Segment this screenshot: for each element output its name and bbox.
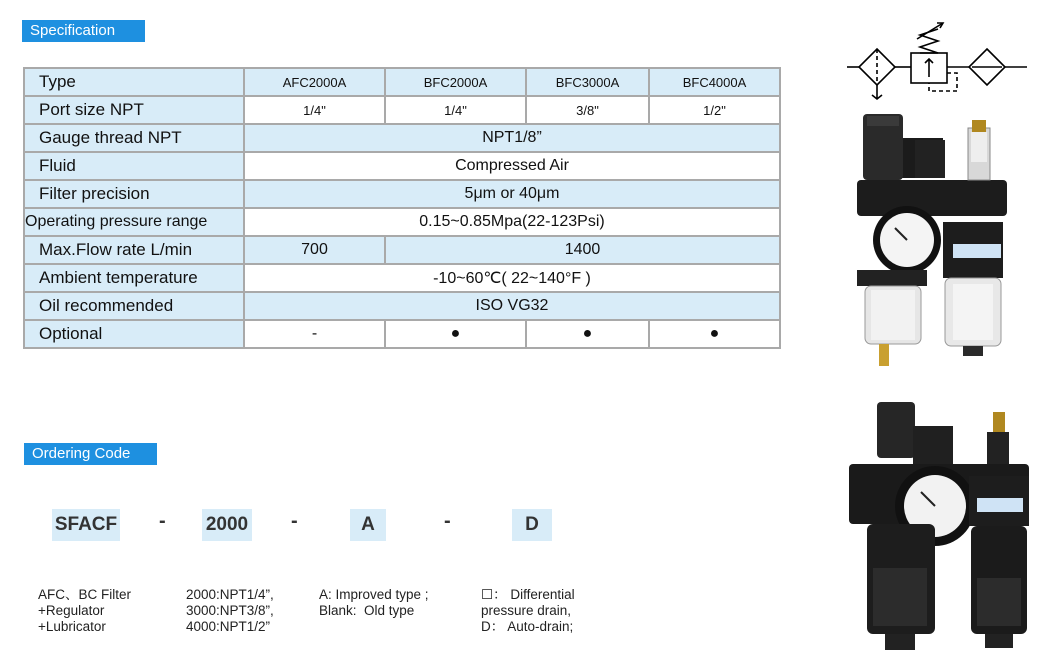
optional-value: ● — [385, 320, 526, 348]
table-row — [24, 264, 780, 292]
port-size-value: 1/2" — [649, 96, 780, 124]
frl-symbol-icon — [845, 15, 1030, 105]
product-image-side — [845, 398, 1037, 656]
port-size-value: 1/4" — [244, 96, 385, 124]
table-row — [24, 236, 780, 264]
specification-tag: Specification — [22, 20, 145, 42]
model-bfc3000a: BFC3000A — [526, 68, 649, 96]
flow-rate-value: 700 — [244, 236, 385, 264]
model-afc2000a: AFC2000A — [244, 68, 385, 96]
type-description: A: Improved type ; Blank: Old type — [319, 587, 429, 618]
pressure-range-value: 0.15~0.85Mpa(22-123Psi) — [244, 208, 780, 236]
ordering-code-tag: Ordering Code — [24, 443, 157, 465]
optional-value: ● — [526, 320, 649, 348]
row-label: Max.Flow rate L/min — [24, 236, 244, 264]
specification-table — [23, 67, 781, 349]
row-label: Ambient temperature — [24, 264, 244, 292]
model-bfc2000a: BFC2000A — [385, 68, 526, 96]
model-bfc4000a: BFC4000A — [649, 68, 780, 96]
port-size-value: 3/8" — [526, 96, 649, 124]
size-description: 2000:NPT1/4”, 3000:NPT3/8”, 4000:NPT1/2” — [186, 587, 274, 634]
code-separator: - — [291, 510, 298, 532]
gauge-thread-value: NPT1/8” — [244, 124, 780, 152]
table-row — [24, 180, 780, 208]
code-series: SFACF — [52, 509, 120, 541]
optional-value: - — [244, 320, 385, 348]
fluid-value: Compressed Air — [244, 152, 780, 180]
table-row — [24, 124, 780, 152]
optional-value: ● — [649, 320, 780, 348]
drain-description: ☐： Differential pressure drain, D： Auto-drain; — [481, 587, 575, 634]
table-row — [24, 152, 780, 180]
row-label: Filter precision — [24, 180, 244, 208]
flow-rate-value: 1400 — [385, 236, 780, 264]
row-label: Fluid — [24, 152, 244, 180]
product-image-front — [845, 110, 1025, 375]
code-size: 2000 — [202, 509, 252, 541]
series-description: AFC、BC Filter +Regulator +Lubricator — [38, 587, 132, 634]
row-label: Optional — [24, 320, 244, 348]
code-type: A — [350, 509, 386, 541]
row-label: Port size NPT — [24, 96, 244, 124]
row-label: Gauge thread NPT — [24, 124, 244, 152]
table-header-row — [24, 68, 780, 96]
oil-value: ISO VG32 — [244, 292, 780, 320]
table-row — [24, 292, 780, 320]
ambient-temperature-value: -10~60℃( 22~140°F ) — [244, 264, 780, 292]
type-label: Type — [24, 68, 244, 96]
row-label: Oil recommended — [24, 292, 244, 320]
code-separator: - — [444, 510, 451, 532]
filter-precision-value: 5μm or 40μm — [244, 180, 780, 208]
table-row — [24, 320, 780, 348]
table-row — [24, 208, 780, 236]
code-separator: - — [159, 510, 166, 532]
code-drain: D — [512, 509, 552, 541]
port-size-value: 1/4" — [385, 96, 526, 124]
table-row — [24, 96, 780, 124]
row-label: Operating pressure range — [24, 208, 244, 236]
